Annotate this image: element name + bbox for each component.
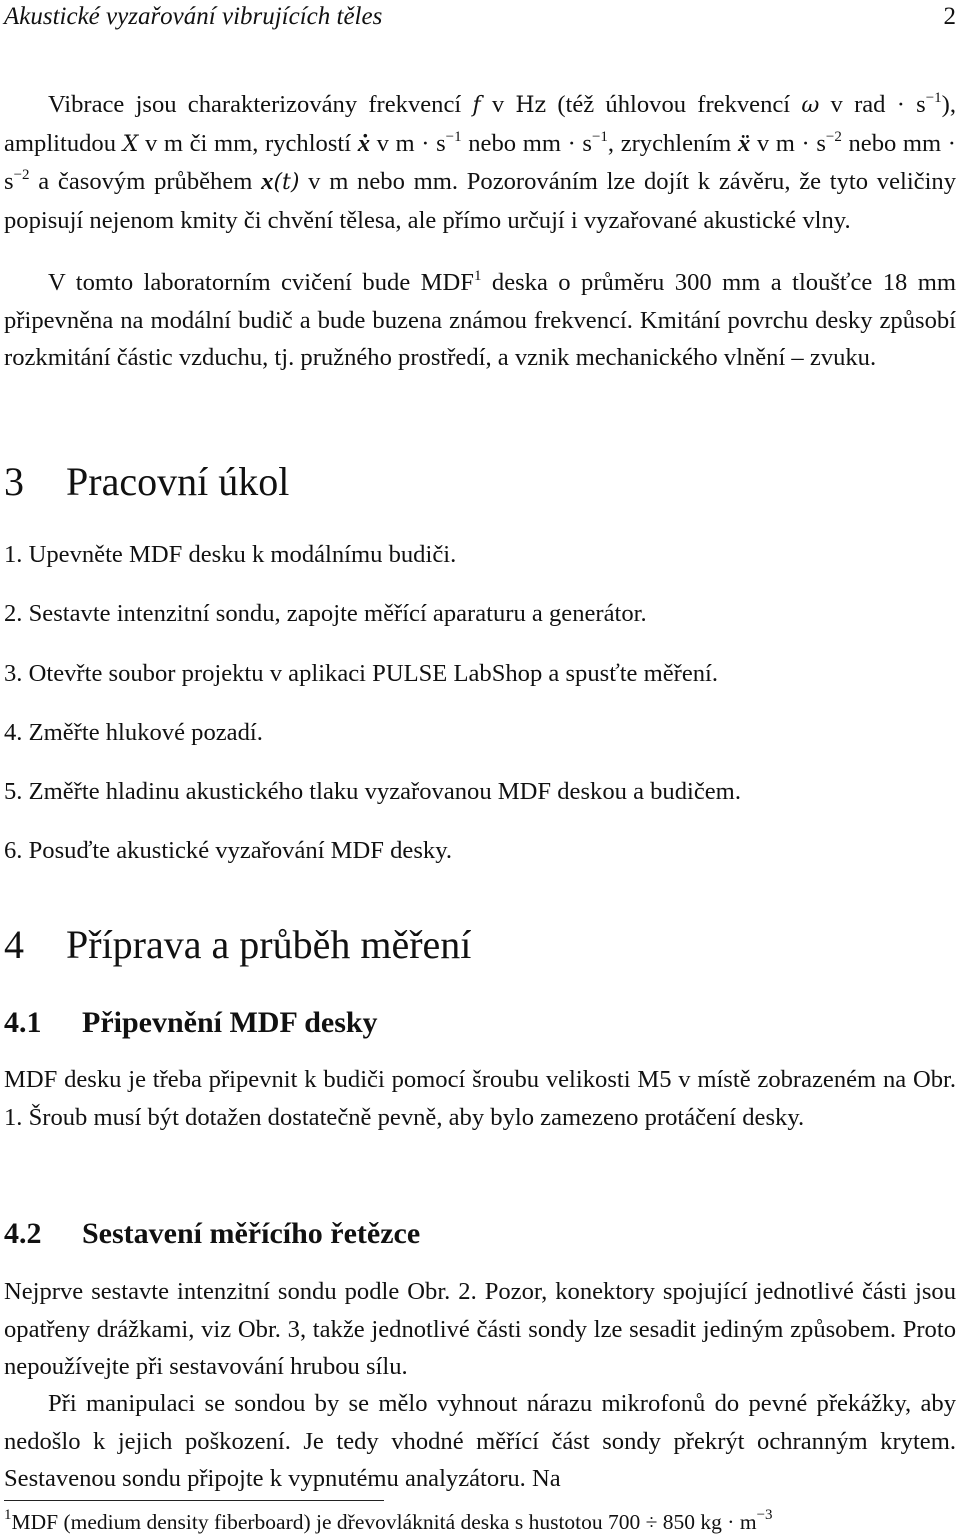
- task-number: 4.: [4, 718, 23, 746]
- task-item: [4, 656, 956, 715]
- task-item: [4, 774, 956, 833]
- task-text: Změřte hladinu akustického tlaku vyzařovanou MDF deskou a budičem.: [28, 778, 741, 806]
- task-number: 3.: [4, 659, 23, 687]
- task-number: 2.: [4, 600, 23, 628]
- task-item: [4, 833, 956, 892]
- running-header: [4, 2, 956, 32]
- task-list: [4, 537, 956, 893]
- subsection-4-2-heading: 4.2 Sestavení měřícího řetězce: [4, 1217, 421, 1250]
- subsection-4-2-paragraph-2: Při manipulaci se sondou by se mělo vyhnout nárazu mikrofonů do pevné překážky, aby nedošlo k jejich poškození. Je tedy vhodné měřící část sondy překrýt ochranným krytem. Sestavenou sondu připojte k vypnutému analyzátoru. Na: [4, 1390, 956, 1492]
- task-number: 6.: [4, 837, 23, 865]
- task-text: Posuďte akustické vyzařování MDF desky.: [28, 837, 453, 865]
- footnote: $^1$MDF (medium density fiberboard) je dřevovláknitá deska s hustotou 700 ÷ 850 kg · $m^{-3}$: [4, 1507, 773, 1534]
- task-text: Sestavte intenzitní sondu, zapojte měřící aparaturu a generátor.: [28, 600, 647, 628]
- header-title: Akustické vyzařování vibrujících těles: [4, 3, 383, 30]
- subsection-4-1-text: MDF desku je třeba připevnit k budiči pomocí šroubu velikosti M5 v místě zobrazeném na Obr. 1. Šroub musí být dotažen dostatečně pevně, aby bylo zamezeno protáčení desky.: [4, 1066, 956, 1131]
- intro-paragraph-2: V tomto laboratorním cvičení bude MDF$^1$ deska o průměru 300 mm a tloušťce 18 mm připevněna na modální budič a bude buzena známou frekvencí. Kmitání povrchu desky způsobí rozkmitání částic vzduchu, tj. pružného prostředí, a vznik mechanického vlnění – zvuku.: [4, 268, 956, 371]
- subsection-4-2-paragraph-1: Nejprve sestavte intenzitní sondu podle Obr. 2. Pozor, konektory spojující jednotlivé části jsou opatřeny drážkami, viz Obr. 3, takže jednotlivé části sondy lze sesadit jediným způsobem. Proto nepoužívejte při sestavování hrubou sílu.: [4, 1278, 956, 1380]
- task-number: 1.: [4, 541, 23, 568]
- task-text: Otevřte soubor projektu v aplikaci PULSE LabShop a spusťte měření.: [28, 659, 719, 687]
- task-text: Upevněte MDF desku k modálnímu budiči.: [28, 541, 457, 568]
- footnote-rule: [4, 1500, 384, 1501]
- task-number: 5.: [4, 778, 23, 806]
- task-item: [4, 596, 956, 655]
- section-3-heading: 3 Pracovní úkol: [4, 459, 290, 504]
- task-text: Změřte hlukové pozadí.: [28, 718, 263, 746]
- intro-paragraph-1: Vibrace jsou charakterizovány frekvencí f v Hz (též úhlovou frekvencí ω v rad · $s^{-1}$), amplitudou X v m či mm, rychlostí ẋ v $m \cdot s^{-1}$ nebo mm · $s^{-1}$, zrychlením ẍ v $m \cdot s^{-2}$ nebo mm · $s^{-2}$ a časovým průběhem x(t) v m nebo mm. Pozorováním lze dojít k závěru, že tyto veličiny popisují nejenom kmity či chvění tělesa, ale přímo určují i vyzařované akustické vlny.: [4, 90, 956, 234]
- task-item: [4, 537, 956, 596]
- task-item: [4, 715, 956, 774]
- subsection-4-1-heading: 4.1 Připevnění MDF desky: [4, 1006, 378, 1039]
- section-4-heading: 4 Příprava a průběh měření: [4, 922, 472, 967]
- footnote-reference: 1: [473, 268, 482, 284]
- page-number: 2: [943, 3, 956, 30]
